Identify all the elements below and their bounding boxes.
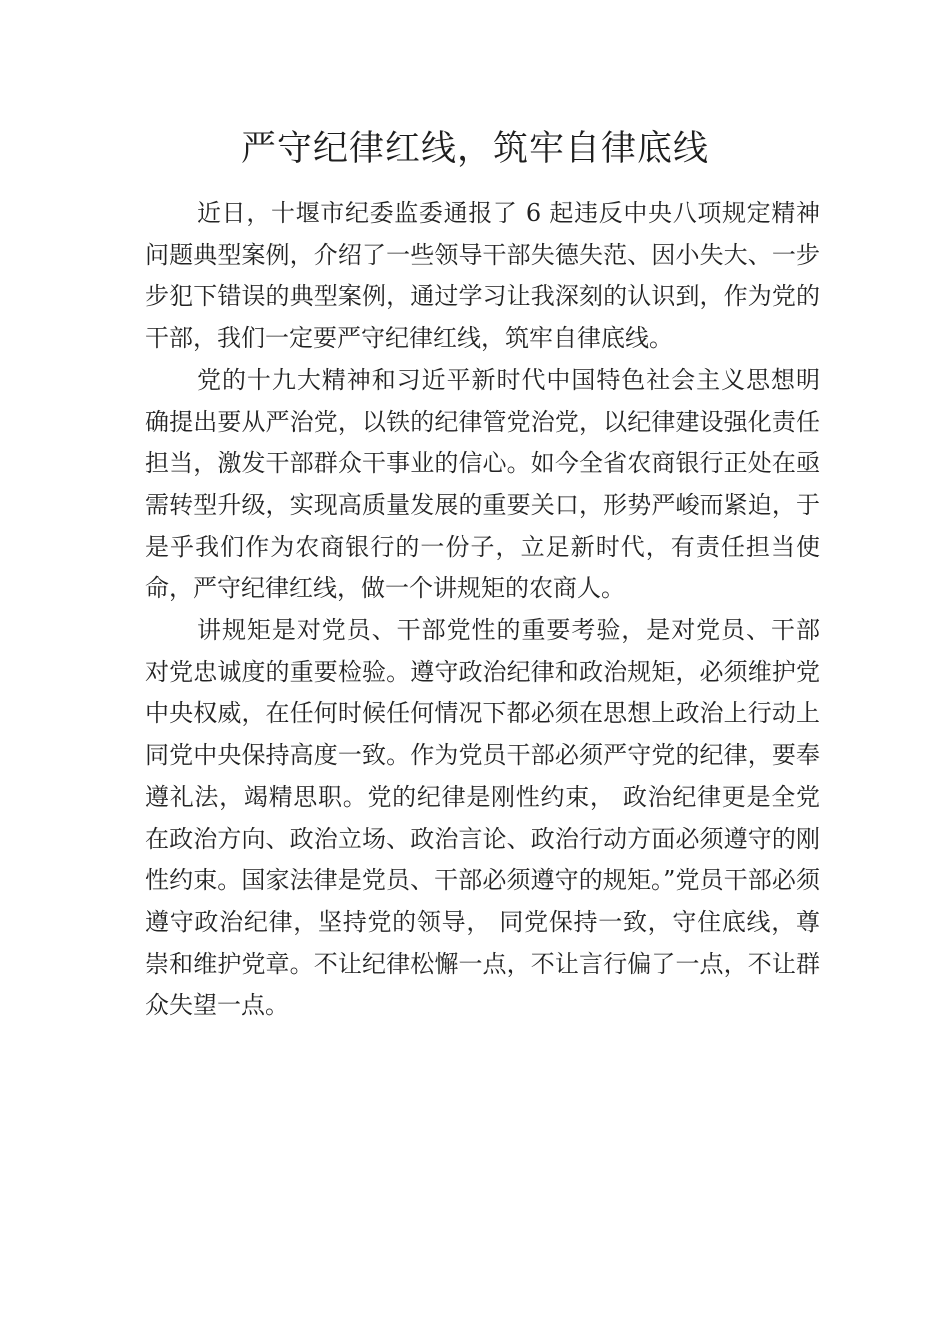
paragraph-2: 党的十九大精神和习近平新时代中国特色社会主义思想明确提出要从严治党，以铁的纪律管党治党，以纪律建设强化责任担当，激发干部群众干事业的信心。如今全省农商银行正处在亟需转型升级，实现高质量发展的重要关口，形势严峻而紧迫，于是乎我们作为农商银行的一份子，立足新时代，有责任担当使命，严守纪律红线，做一个讲规矩的农商人。 (145, 365, 820, 603)
paragraph-1: 近日，十堰市纪委监委通报了 6 起违反中央八项规定精神问题典型案例，介绍了一些领导干部失德失范、因小失大、一步步犯下错误的典型案例，通过学习让我深刻的认识到，作为党的干部，我们一定要严守纪律红线，筑牢自律底线。 (145, 199, 820, 353)
document-title: 严守纪律红线，筑牢自律底线 (240, 129, 709, 169)
document-body (145, 193, 820, 1027)
paragraph-3: 讲规矩是对党员、干部党性的重要考验，是对党员、干部对党忠诚度的重要检验。遵守政治纪律和政治规矩，必须维护党中央权威，在任何时候任何情况下都必须在思想上政治上行动上同党中央保持高度一致。作为党员干部必须严守党的纪律，要奉遵礼法，竭精思职。党的纪律是刚性约束， 政治纪律更是全党在政治方向、政治立场、政治言论、政治行动方面必须遵守的刚性约束。国家法律是党员、干部必须遵守的规矩。”党员干部必须遵守政治纪律，坚持党的领导， 同党保持一致，守住底线，尊崇和维护党章。不让纪律松懈一点，不让言行偏了一点，不让群众失望一点。 (145, 616, 820, 1020)
